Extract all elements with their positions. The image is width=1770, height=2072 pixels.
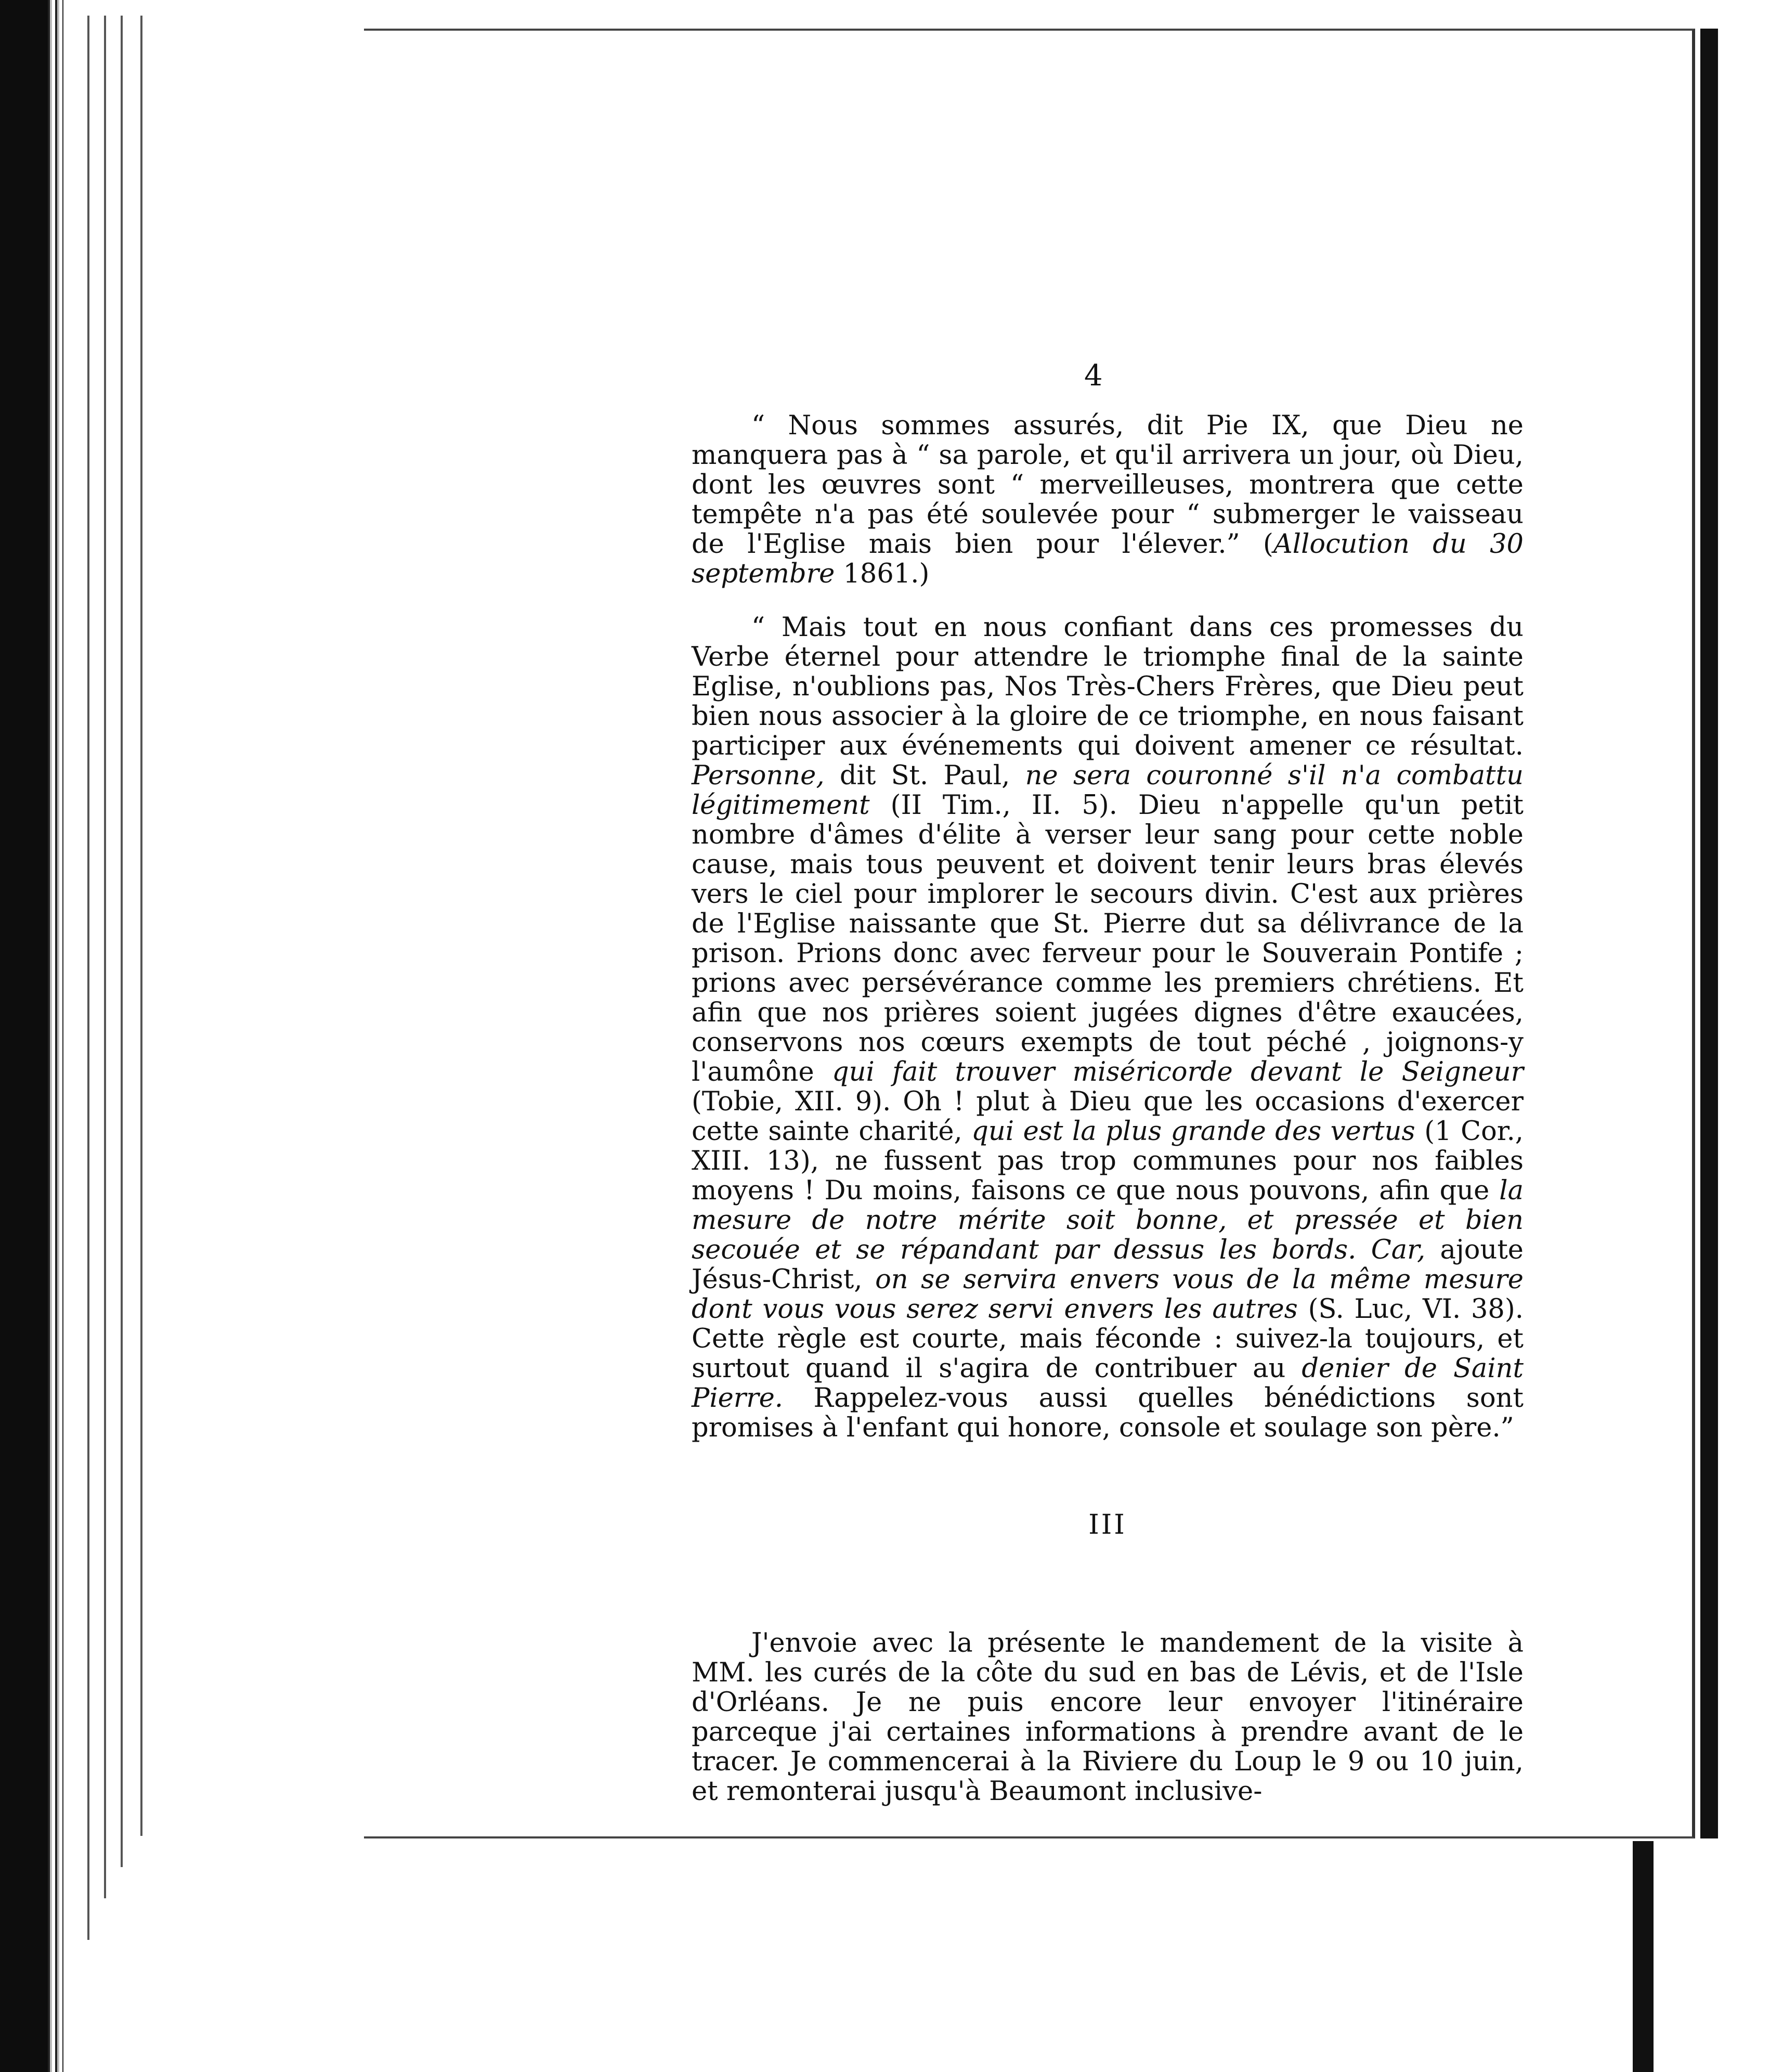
book-binding-left: [0, 0, 48, 2072]
text-segment: 1861.): [835, 559, 930, 589]
italic-segment: qui est la plus grande des vertus: [971, 1116, 1415, 1147]
page-stack-edge: [121, 16, 123, 1867]
text-segment: (1 Cor., XIII. 13), ne fussent pas trop communes pour nos faibles moyens ! Du moins, faisons ce que nous pouvons, afin que: [692, 1116, 1524, 1206]
italic-segment: on se servira envers vous de la même mesure dont vous vous serez servi envers les autres: [692, 1264, 1524, 1325]
book-binding-right: [1700, 29, 1718, 1838]
scan-edge-bottom: [1633, 1841, 1654, 2072]
text-segment: Rappelez-vous aussi quelles bénédictions sont promises à l'enfant qui honore, console et soulage son père.”: [692, 1383, 1524, 1443]
paragraph-quote-pie-ix: [692, 411, 1524, 589]
italic-segment: Personne,: [692, 760, 825, 791]
text-segment: (S. Luc, VI. 38). Cette règle est courte, mais féconde : suivez-la toujours, et surtout quand il s'agira de contribuer au: [692, 1294, 1524, 1384]
italic-segment: Car,: [1371, 1235, 1426, 1265]
page-number: 4: [1084, 359, 1103, 393]
paragraph-exhortation: [692, 613, 1524, 1443]
text-segment: [1356, 1235, 1371, 1265]
document-body: [692, 411, 1524, 1806]
text-segment: ajoute Jésus-Christ,: [692, 1235, 1524, 1295]
italic-segment: denier de Saint Pierre.: [692, 1353, 1524, 1414]
section-heading: III: [1088, 1509, 1127, 1540]
italic-segment: qui fait trouver miséricorde devant le Seigneur: [832, 1057, 1524, 1087]
italic-segment: Allocution du 30 septembre: [692, 529, 1524, 589]
page-stack-edge: [104, 16, 106, 1898]
text-segment: dit St. Paul,: [824, 760, 1025, 791]
text-segment: “ Nous sommes assurés, dit Pie IX, que Dieu ne manquera pas à “ sa parole, et qu'il arrivera un jour, où Dieu, dont les œuvres sont “ merveilleuses, montrera que cette tempête n'a pas été soulevée pour “ submerger le vaisseau de l'Eglise mais bien pour l'élever.” (: [692, 410, 1524, 560]
italic-segment: la mesure de notre mérite soit bonne, et pressée et bien secouée et se répandant par dessus les bords.: [692, 1175, 1524, 1265]
page-stack-edge: [140, 16, 142, 1836]
text-segment: (II Tim., II. 5). Dieu n'appelle qu'un petit nombre d'âmes d'élite à verser leur sang pour cette noble cause, mais tous peuvent et doivent tenir leurs bras élevés vers le ciel pour implorer le secours divin. C'est aux prières de l'Eglise naissante que St. Pierre dut sa délivrance de la prison. Prions donc avec ferveur pour le Souverain Pontife ; prions avec persévérance comme les premiers chrétiens. Et afin que nos prières soient jugées dignes d'être exaucées, conservons nos cœurs exempts de tout péché , joignons-y l'aumône: [692, 790, 1524, 1087]
text-segment: “ Mais tout en nous confiant dans ces promesses du Verbe éternel pour attendre le triomphe final de la sainte Eglise, n'oublions pas, Nos Très-Chers Frères, que Dieu peut bien nous associer à la gloire de ce triomphe, en nous faisant participer aux événements qui doivent amener ce résultat.: [692, 612, 1524, 761]
paragraph-visit-announcement: J'envoie avec la présente le mandement de la visite à MM. les curés de la côte du sud en bas de Lévis, et de l'Isle d'Orléans. Je ne puis encore leur envoyer l'itinéraire parceque j'ai certaines informations à prendre avant de le tracer. Je commencerai à la Riviere du Loup le 9 ou 10 juin, et remonterai jusqu'à Beaumont inclusive-: [692, 1628, 1524, 1807]
text-segment: (Tobie, XII. 9). Oh ! plut à Dieu que les occasions d'exercer cette sainte charité,: [692, 1086, 1524, 1147]
italic-segment: ne sera couronné s'il n'a combattu légitimement: [692, 760, 1524, 821]
page-stack-edge: [87, 16, 89, 1940]
